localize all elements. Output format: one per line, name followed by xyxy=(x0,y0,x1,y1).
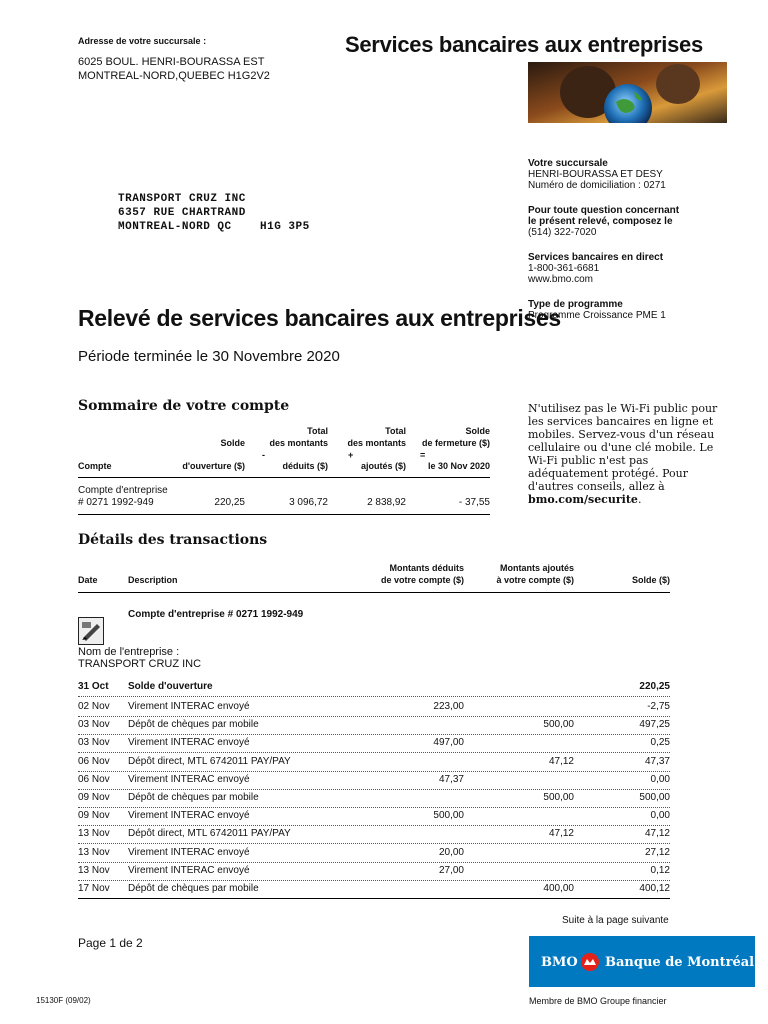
summary-header-rule xyxy=(78,477,490,478)
statement-period: Période terminée le 30 Novembre 2020 xyxy=(78,348,340,365)
row-balance: 47,12 xyxy=(644,828,670,839)
domicile-number: Numéro de domiciliation : 0271 xyxy=(528,180,666,191)
bmo-short: BMO xyxy=(541,955,578,970)
summary-header-debits-1: Total xyxy=(307,426,328,436)
table-row xyxy=(78,880,670,898)
row-debit: 497,00 xyxy=(433,737,464,748)
row-date: 03 Nov xyxy=(78,737,110,748)
details-bottom-rule xyxy=(78,898,670,899)
summary-opening: 220,25 xyxy=(214,497,245,508)
branch-head: Votre succursale xyxy=(528,158,608,169)
row-debit: 27,00 xyxy=(438,865,464,876)
direct-banking-block xyxy=(528,252,718,285)
row-debit: 20,00 xyxy=(438,847,464,858)
row-debit: 223,00 xyxy=(433,701,464,712)
summary-debits: 3 096,72 xyxy=(289,497,328,508)
bmo-name: Banque de Montréal xyxy=(605,955,755,970)
row-credit: 400,00 xyxy=(543,883,574,894)
recipient-line2: 6357 RUE CHARTRAND xyxy=(118,207,246,219)
program-name: Programme Croissance PME 1 xyxy=(528,310,666,321)
summary-header-closing-sign: = xyxy=(420,450,426,460)
row-date: 09 Nov xyxy=(78,792,110,803)
summary-header-opening-1: Solde xyxy=(220,438,245,448)
details-header-description: Description xyxy=(128,575,178,585)
opening-balance: 220,25 xyxy=(639,681,670,692)
row-date: 13 Nov xyxy=(78,847,110,858)
row-description: Virement INTERAC envoyé xyxy=(128,810,250,821)
table-row xyxy=(78,753,670,771)
summary-header-account: Compte xyxy=(78,461,112,471)
recipient-address xyxy=(118,192,310,234)
opening-label: Solde d'ouverture xyxy=(128,681,213,692)
row-date: 06 Nov xyxy=(78,774,110,785)
recipient-line3: MONTREAL-NORD QC H1G 3P5 xyxy=(118,221,310,233)
wifi-note-link[interactable]: bmo.com/securite xyxy=(528,493,638,506)
row-credit: 500,00 xyxy=(543,792,574,803)
summary-header-credits-3: ajoutés ($) xyxy=(360,461,406,471)
business-account-icon xyxy=(78,617,104,645)
summary-header-credits-1: Total xyxy=(385,426,406,436)
details-header-balance: Solde ($) xyxy=(631,575,670,585)
row-date: 13 Nov xyxy=(78,865,110,876)
form-code: 15130F (09/02) xyxy=(36,996,91,1005)
program-head: Type de programme xyxy=(528,299,623,310)
row-date: 09 Nov xyxy=(78,810,110,821)
row-balance: 0,00 xyxy=(650,774,670,785)
summary-header-credits-2: des montants xyxy=(347,438,406,448)
row-description: Dépôt direct, MTL 6742011 PAY/PAY xyxy=(128,828,291,839)
summary-credits: 2 838,92 xyxy=(367,497,406,508)
summary-account xyxy=(78,485,168,509)
table-row xyxy=(78,698,670,716)
summary-header-debits-sign: - xyxy=(262,450,265,460)
details-title: Détails des transactions xyxy=(78,532,268,548)
row-description: Dépôt de chèques par mobile xyxy=(128,719,259,730)
business-name-label: Nom de l'entreprise : xyxy=(78,646,180,658)
row-credit: 47,12 xyxy=(548,756,574,767)
bmo-member-note: Membre de BMO Groupe financier xyxy=(529,996,667,1006)
details-header-credits-2: à votre compte ($) xyxy=(496,575,574,585)
row-credit: 500,00 xyxy=(543,719,574,730)
table-row xyxy=(78,825,670,843)
row-debit: 47,37 xyxy=(438,774,464,785)
table-row xyxy=(78,807,670,825)
row-description: Dépôt direct, MTL 6742011 PAY/PAY xyxy=(128,756,291,767)
row-balance: 500,00 xyxy=(639,792,670,803)
header-photo xyxy=(528,62,727,123)
question-head-1: Pour toute question concernant xyxy=(528,205,680,216)
table-row xyxy=(78,771,670,789)
row-date: 13 Nov xyxy=(78,828,110,839)
summary-header-closing-3: le 30 Nov 2020 xyxy=(427,461,490,471)
table-row xyxy=(78,862,670,880)
table-row xyxy=(78,716,670,734)
branch-address-line2: MONTREAL-NORD,QUEBEC H1G2V2 xyxy=(78,70,270,82)
summary-title: Sommaire de votre compte xyxy=(78,398,290,414)
row-description: Virement INTERAC envoyé xyxy=(128,774,250,785)
details-header-credits-1: Montants ajoutés xyxy=(499,563,574,573)
row-description: Virement INTERAC envoyé xyxy=(128,847,250,858)
row-balance: 47,37 xyxy=(644,756,670,767)
summary-header-debits-3: déduits ($) xyxy=(282,461,328,471)
row-description: Virement INTERAC envoyé xyxy=(128,701,250,712)
statement-title: Relevé de services bancaires aux entreprises xyxy=(78,305,561,331)
row-balance: 400,12 xyxy=(639,883,670,894)
wifi-note-end: . xyxy=(637,493,642,506)
row-balance: 0,12 xyxy=(650,865,670,876)
row-balance: 0,00 xyxy=(650,810,670,821)
recipient-line1: TRANSPORT CRUZ INC xyxy=(118,193,246,205)
row-description: Dépôt de chèques par mobile xyxy=(128,883,259,894)
branch-address-line1: 6025 BOUL. HENRI-BOURASSA EST xyxy=(78,56,265,68)
opening-date: 31 Oct xyxy=(78,681,109,692)
summary-header-closing-2: de fermeture ($) xyxy=(421,438,490,448)
row-description: Virement INTERAC envoyé xyxy=(128,737,250,748)
direct-banking-head: Services bancaires en direct xyxy=(528,252,664,263)
table-row xyxy=(78,734,670,752)
header-title: Services bancaires aux entreprises xyxy=(345,32,703,57)
opening-balance-row xyxy=(78,678,670,696)
row-date: 17 Nov xyxy=(78,883,110,894)
row-date: 06 Nov xyxy=(78,756,110,767)
row-balance: -2,75 xyxy=(647,701,670,712)
branch-address xyxy=(78,55,270,83)
summary-account-type: Compte d'entreprise xyxy=(78,485,168,496)
continued-note: Suite à la page suivante xyxy=(562,915,669,926)
details-header-debits-2: de votre compte ($) xyxy=(380,575,464,585)
summary-header-closing-1: Solde xyxy=(465,426,490,436)
row-balance: 27,12 xyxy=(644,847,670,858)
table-row xyxy=(78,789,670,807)
branch-block xyxy=(528,158,718,191)
row-description: Virement INTERAC envoyé xyxy=(128,865,250,876)
page-number: Page 1 de 2 xyxy=(78,936,143,950)
question-block xyxy=(528,205,718,238)
bmo-logo-bar xyxy=(529,936,755,987)
details-header-date: Date xyxy=(78,575,98,585)
question-head-2: le présent relevé, composez le xyxy=(528,216,673,227)
branch-name: HENRI-BOURASSA ET DESY xyxy=(528,169,663,180)
details-header-debits-1: Montants déduits xyxy=(389,563,464,573)
summary-header-credits-sign: + xyxy=(348,450,354,460)
details-header-rule xyxy=(78,592,670,593)
wifi-security-note xyxy=(528,402,718,506)
row-date: 02 Nov xyxy=(78,701,110,712)
row-balance: 497,25 xyxy=(639,719,670,730)
summary-account-number: # 0271 1992-949 xyxy=(78,497,154,508)
details-account-label: Compte d'entreprise # 0271 1992-949 xyxy=(128,609,304,620)
row-credit: 47,12 xyxy=(548,828,574,839)
direct-banking-web: www.bmo.com xyxy=(528,274,594,285)
bmo-roundel-icon xyxy=(581,953,599,971)
row-debit: 500,00 xyxy=(433,810,464,821)
row-balance: 0,25 xyxy=(650,737,670,748)
business-name-block xyxy=(78,646,201,670)
summary-closing: - 37,55 xyxy=(458,497,490,508)
summary-header-debits-2: des montants xyxy=(269,438,328,448)
table-row xyxy=(78,844,670,862)
row-description: Dépôt de chèques par mobile xyxy=(128,792,259,803)
summary-bottom-rule xyxy=(78,514,490,515)
branch-address-label: Adresse de votre succursale : xyxy=(78,36,207,46)
summary-header-opening-2: d'ouverture ($) xyxy=(182,461,245,471)
business-name: TRANSPORT CRUZ INC xyxy=(78,658,202,670)
question-phone: (514) 322-7020 xyxy=(528,227,597,238)
row-date: 03 Nov xyxy=(78,719,110,730)
direct-banking-phone: 1-800-361-6681 xyxy=(528,263,600,274)
row-separator xyxy=(78,696,670,697)
wifi-note-text: N'utilisez pas le Wi-Fi public pour les services bancaires en ligne et mobiles. Servez-vous d'un réseau cellulaire ou d'une clé mobile. Le Wi-Fi public n'est pas adéquatement protégé. Pour d'autres conseils, allez à xyxy=(528,402,718,493)
